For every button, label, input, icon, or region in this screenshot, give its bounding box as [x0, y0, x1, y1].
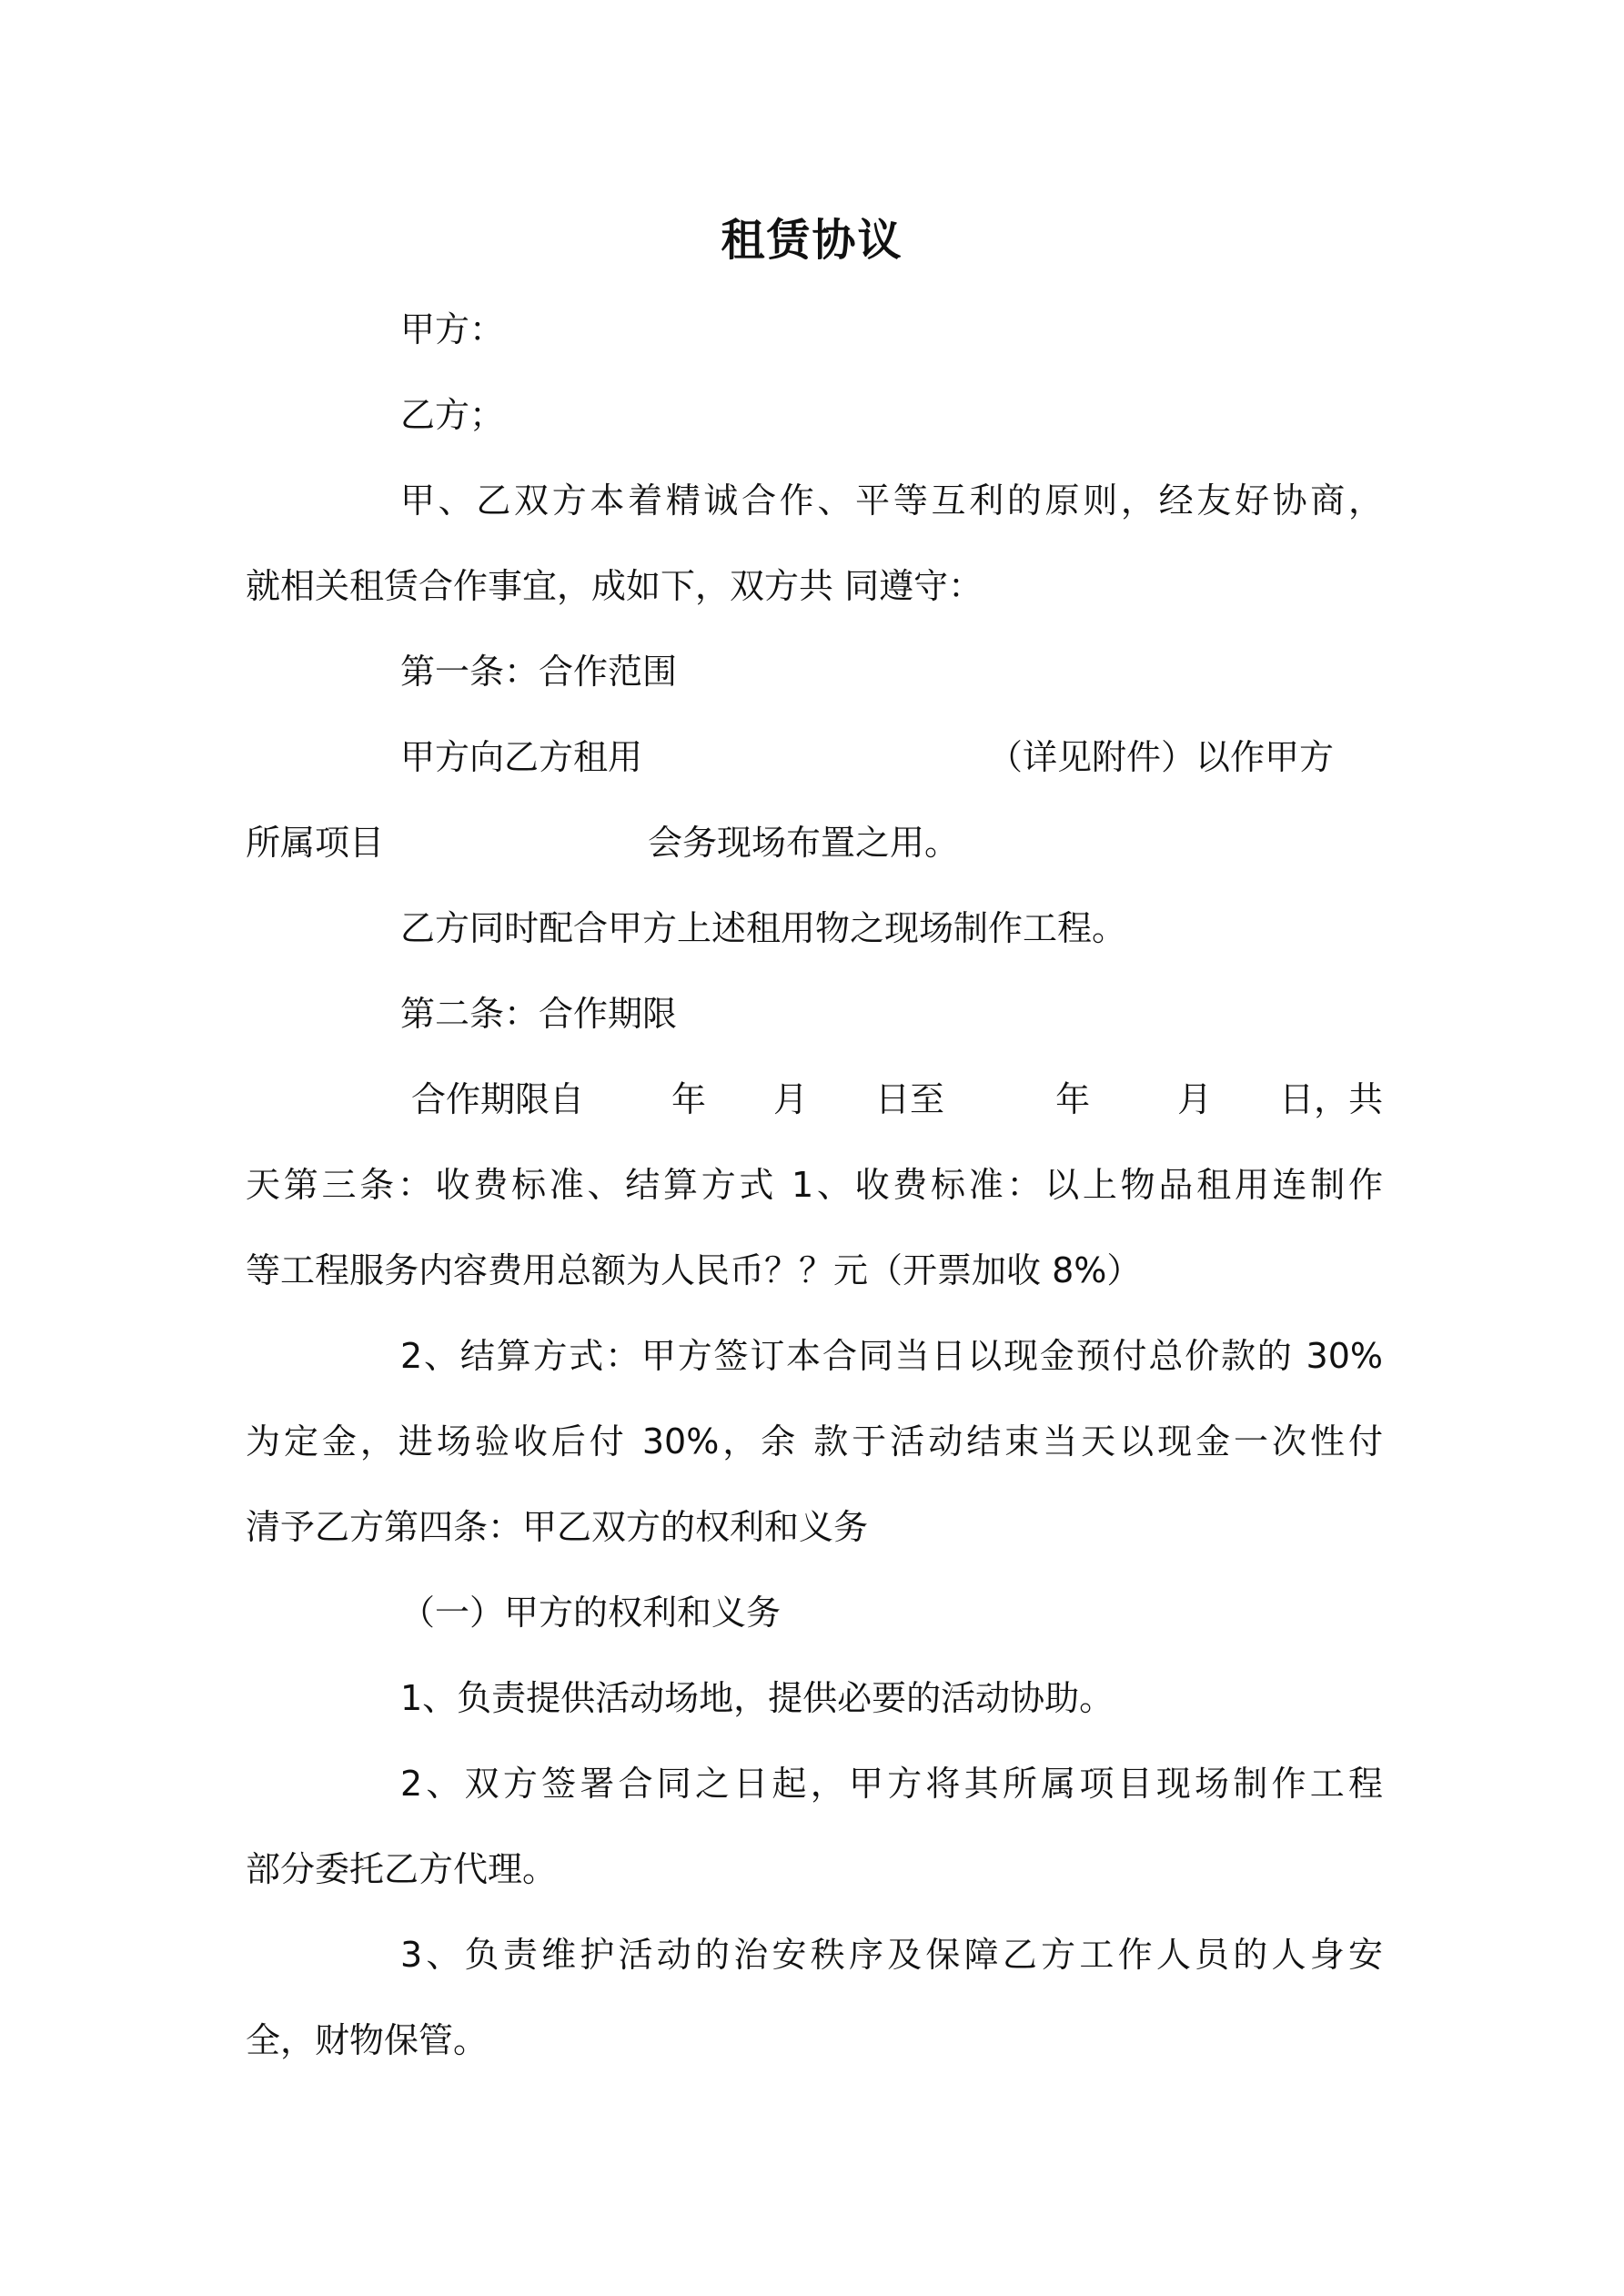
party-b-line: 乙方；	[400, 395, 505, 435]
start-year-label: 年	[671, 1079, 707, 1119]
start-day-to-label: 日至	[875, 1079, 945, 1119]
article-1-heading: 第一条：合作范围	[400, 652, 678, 692]
article-1-line-1-end: （详见附件）以作甲方	[988, 737, 1335, 777]
end-month-label: 月	[1177, 1079, 1213, 1119]
article-3-line-1: 天第三条：收费标准、结算方式 1、收费标准：以上物品租用连制作	[246, 1165, 1383, 1205]
article-2-heading: 第二条：合作期限	[400, 994, 678, 1034]
document-title: 租赁协议	[721, 215, 903, 266]
settlement-line-1: 2、结算方式：甲方签订本合同当日以现金预付总价款的 30%	[400, 1336, 1383, 1376]
party-a-rights-heading: （一）甲方的权利和义务	[400, 1593, 782, 1633]
article-1-line-2	[246, 817, 1383, 868]
end-day-total-label: 日，共	[1279, 1079, 1384, 1119]
article-1-line-2-start: 所属项目	[246, 823, 385, 863]
article-3-line-2: 等工程服务内容费用总额为人民币？？元（开票加收 8%）	[246, 1250, 1142, 1290]
article-1-line-1	[400, 732, 1383, 783]
party-a-duty-2-line-2: 部分委托乙方代理。	[246, 1849, 558, 1889]
end-year-label: 年	[1055, 1079, 1091, 1119]
article-2-period-line	[411, 1074, 1383, 1125]
party-a-duty-1: 1、负责提供活动场地，提供必要的活动协助。	[400, 1678, 1115, 1718]
preamble-line-1: 甲、乙双方本着精诚合作、平等互利的原则，经友好协商，	[400, 480, 1383, 521]
article-4-heading-line: 清予乙方第四条：甲乙双方的权利和义务	[246, 1507, 869, 1547]
article-1-line-2-end: 会务现场布置之用。	[648, 823, 960, 863]
party-a-duty-3-line-2: 全，财物保管。	[246, 2020, 489, 2060]
party-a-duty-3-line-1: 3、负责维护活动的治安秩序及保障乙方工作人员的人身安	[400, 1935, 1383, 1975]
start-month-label: 月	[773, 1079, 809, 1119]
preamble-line-2: 就相关租赁合作事宜，成如下，双方共 同遵守：	[246, 566, 983, 606]
settlement-line-2: 为定金，进场验收后付 30%，余 款于活动结束当天以现金一次性付	[246, 1421, 1383, 1462]
article-1-line-3: 乙方同时配合甲方上述租用物之现场制作工程。	[400, 908, 1127, 948]
period-from-label: 合作期限自	[411, 1079, 585, 1119]
party-a-duty-2-line-1: 2、双方签署合同之日起，甲方将其所属项目现场制作工程	[400, 1764, 1383, 1804]
party-a-line: 甲方：	[400, 309, 505, 349]
article-1-line-1-start: 甲方向乙方租用	[400, 737, 643, 777]
